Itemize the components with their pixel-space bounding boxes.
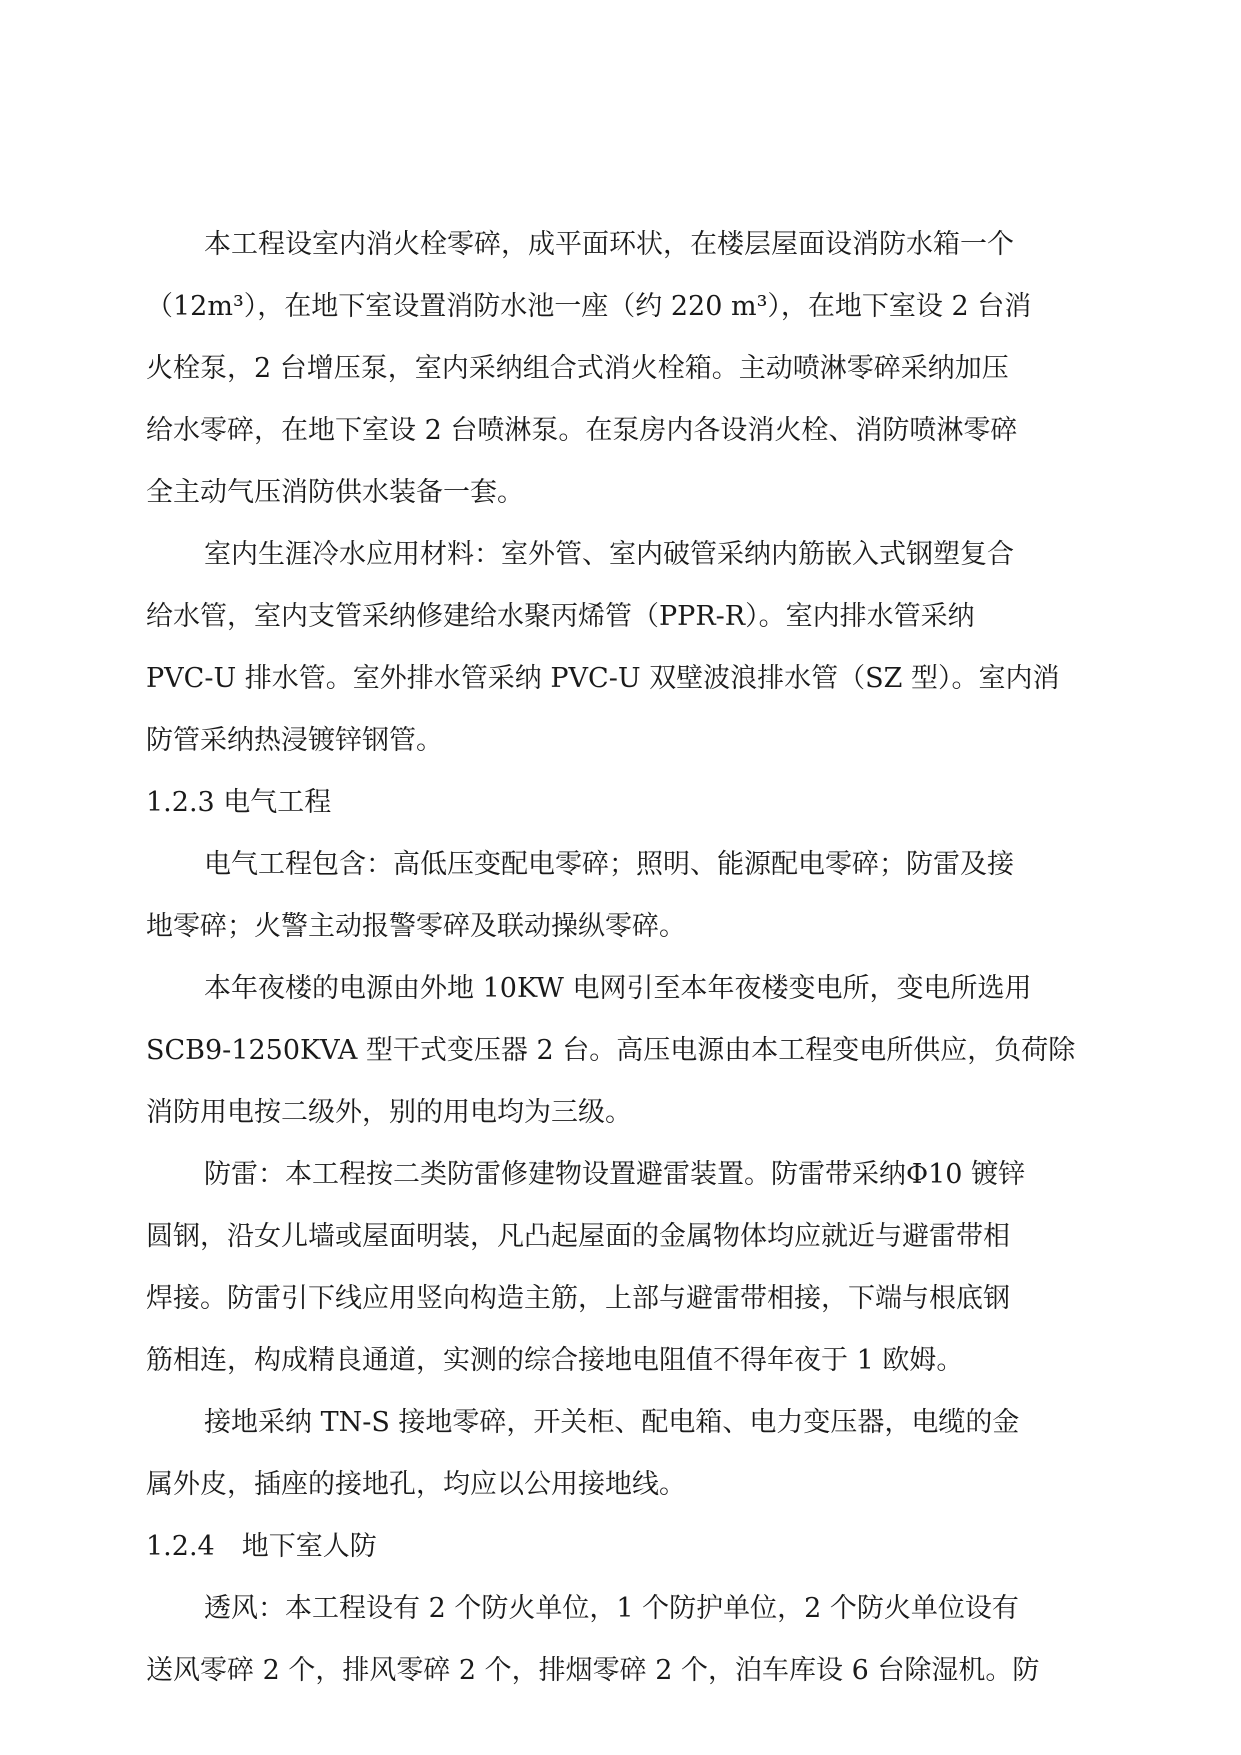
text-line: 电气工程包含：高低压变配电零碎；照明、能源配电零碎；防雷及接 [204,849,1014,880]
text-line: 给水管，室内支管采纳修建给水聚丙烯管（PPR-R）。室内排水管采纳 [146,601,975,632]
document-body [146,214,1086,1702]
text-line: SCB9-1250KVA 型干式变压器 2 台。高压电源由本工程变电所供应，负荷除 [146,1035,1076,1066]
text-line: 1.2.4 地下室人防 [146,1531,377,1562]
text-line: 本年夜楼的电源由外地 10KW 电网引至本年夜楼变电所，变电所选用 [204,973,1032,1004]
text-line: 筋相连，构成精良通道，实测的综合接地电阻值不得年夜于 1 欧姆。 [146,1345,964,1376]
text-line: 圆钢，沿女儿墙或屋面明装，凡凸起屋面的金属物体均应就近与避雷带相 [146,1221,1010,1252]
text-line: 室内生涯冷水应用材料：室外管、室内破管采纳内筋嵌入式钢塑复合 [204,539,1014,570]
text-line: 防雷：本工程按二类防雷修建物设置避雷装置。防雷带采纳Φ10 镀锌 [204,1159,1026,1190]
text-line: 消防用电按二级外，别的用电均为三级。 [146,1097,632,1128]
text-line: 给水零碎，在地下室设 2 台喷淋泵。在泵房内各设消火栓、消防喷淋零碎 [146,415,1018,446]
text-line: 透风：本工程设有 2 个防火单位，1 个防护单位，2 个防火单位设有 [204,1593,1019,1624]
text-line: 全主动气压消防供水装备一套。 [146,477,524,508]
text-line: 火栓泵，2 台增压泵，室内采纳组合式消火栓箱。主动喷淋零碎采纳加压 [146,353,1009,384]
text-line: 1.2.3 电气工程 [146,787,332,818]
text-line: 地零碎；火警主动报警零碎及联动操纵零碎。 [146,911,686,942]
text-line: （12m³），在地下室设置消防水池一座（约 220 m³），在地下室设 2 台消 [146,291,1032,322]
text-line: PVC-U 排水管。室外排水管采纳 PVC-U 双壁波浪排水管（SZ 型）。室内消 [146,663,1060,694]
text-line: 送风零碎 2 个，排风零碎 2 个，排烟零碎 2 个，泊车库设 6 台除湿机。防 [146,1655,1040,1686]
text-line: 本工程设室内消火栓零碎，成平面环状，在楼层屋面设消防水箱一个 [204,229,1014,260]
text-line: 属外皮，插座的接地孔，均应以公用接地线。 [146,1469,686,1500]
text-line: 接地采纳 TN-S 接地零碎，开关柜、配电箱、电力变压器，电缆的金 [204,1407,1020,1438]
text-line: 焊接。防雷引下线应用竖向构造主筋，上部与避雷带相接，下端与根底钢 [146,1283,1010,1314]
text-line: 防管采纳热浸镀锌钢管。 [146,725,443,756]
